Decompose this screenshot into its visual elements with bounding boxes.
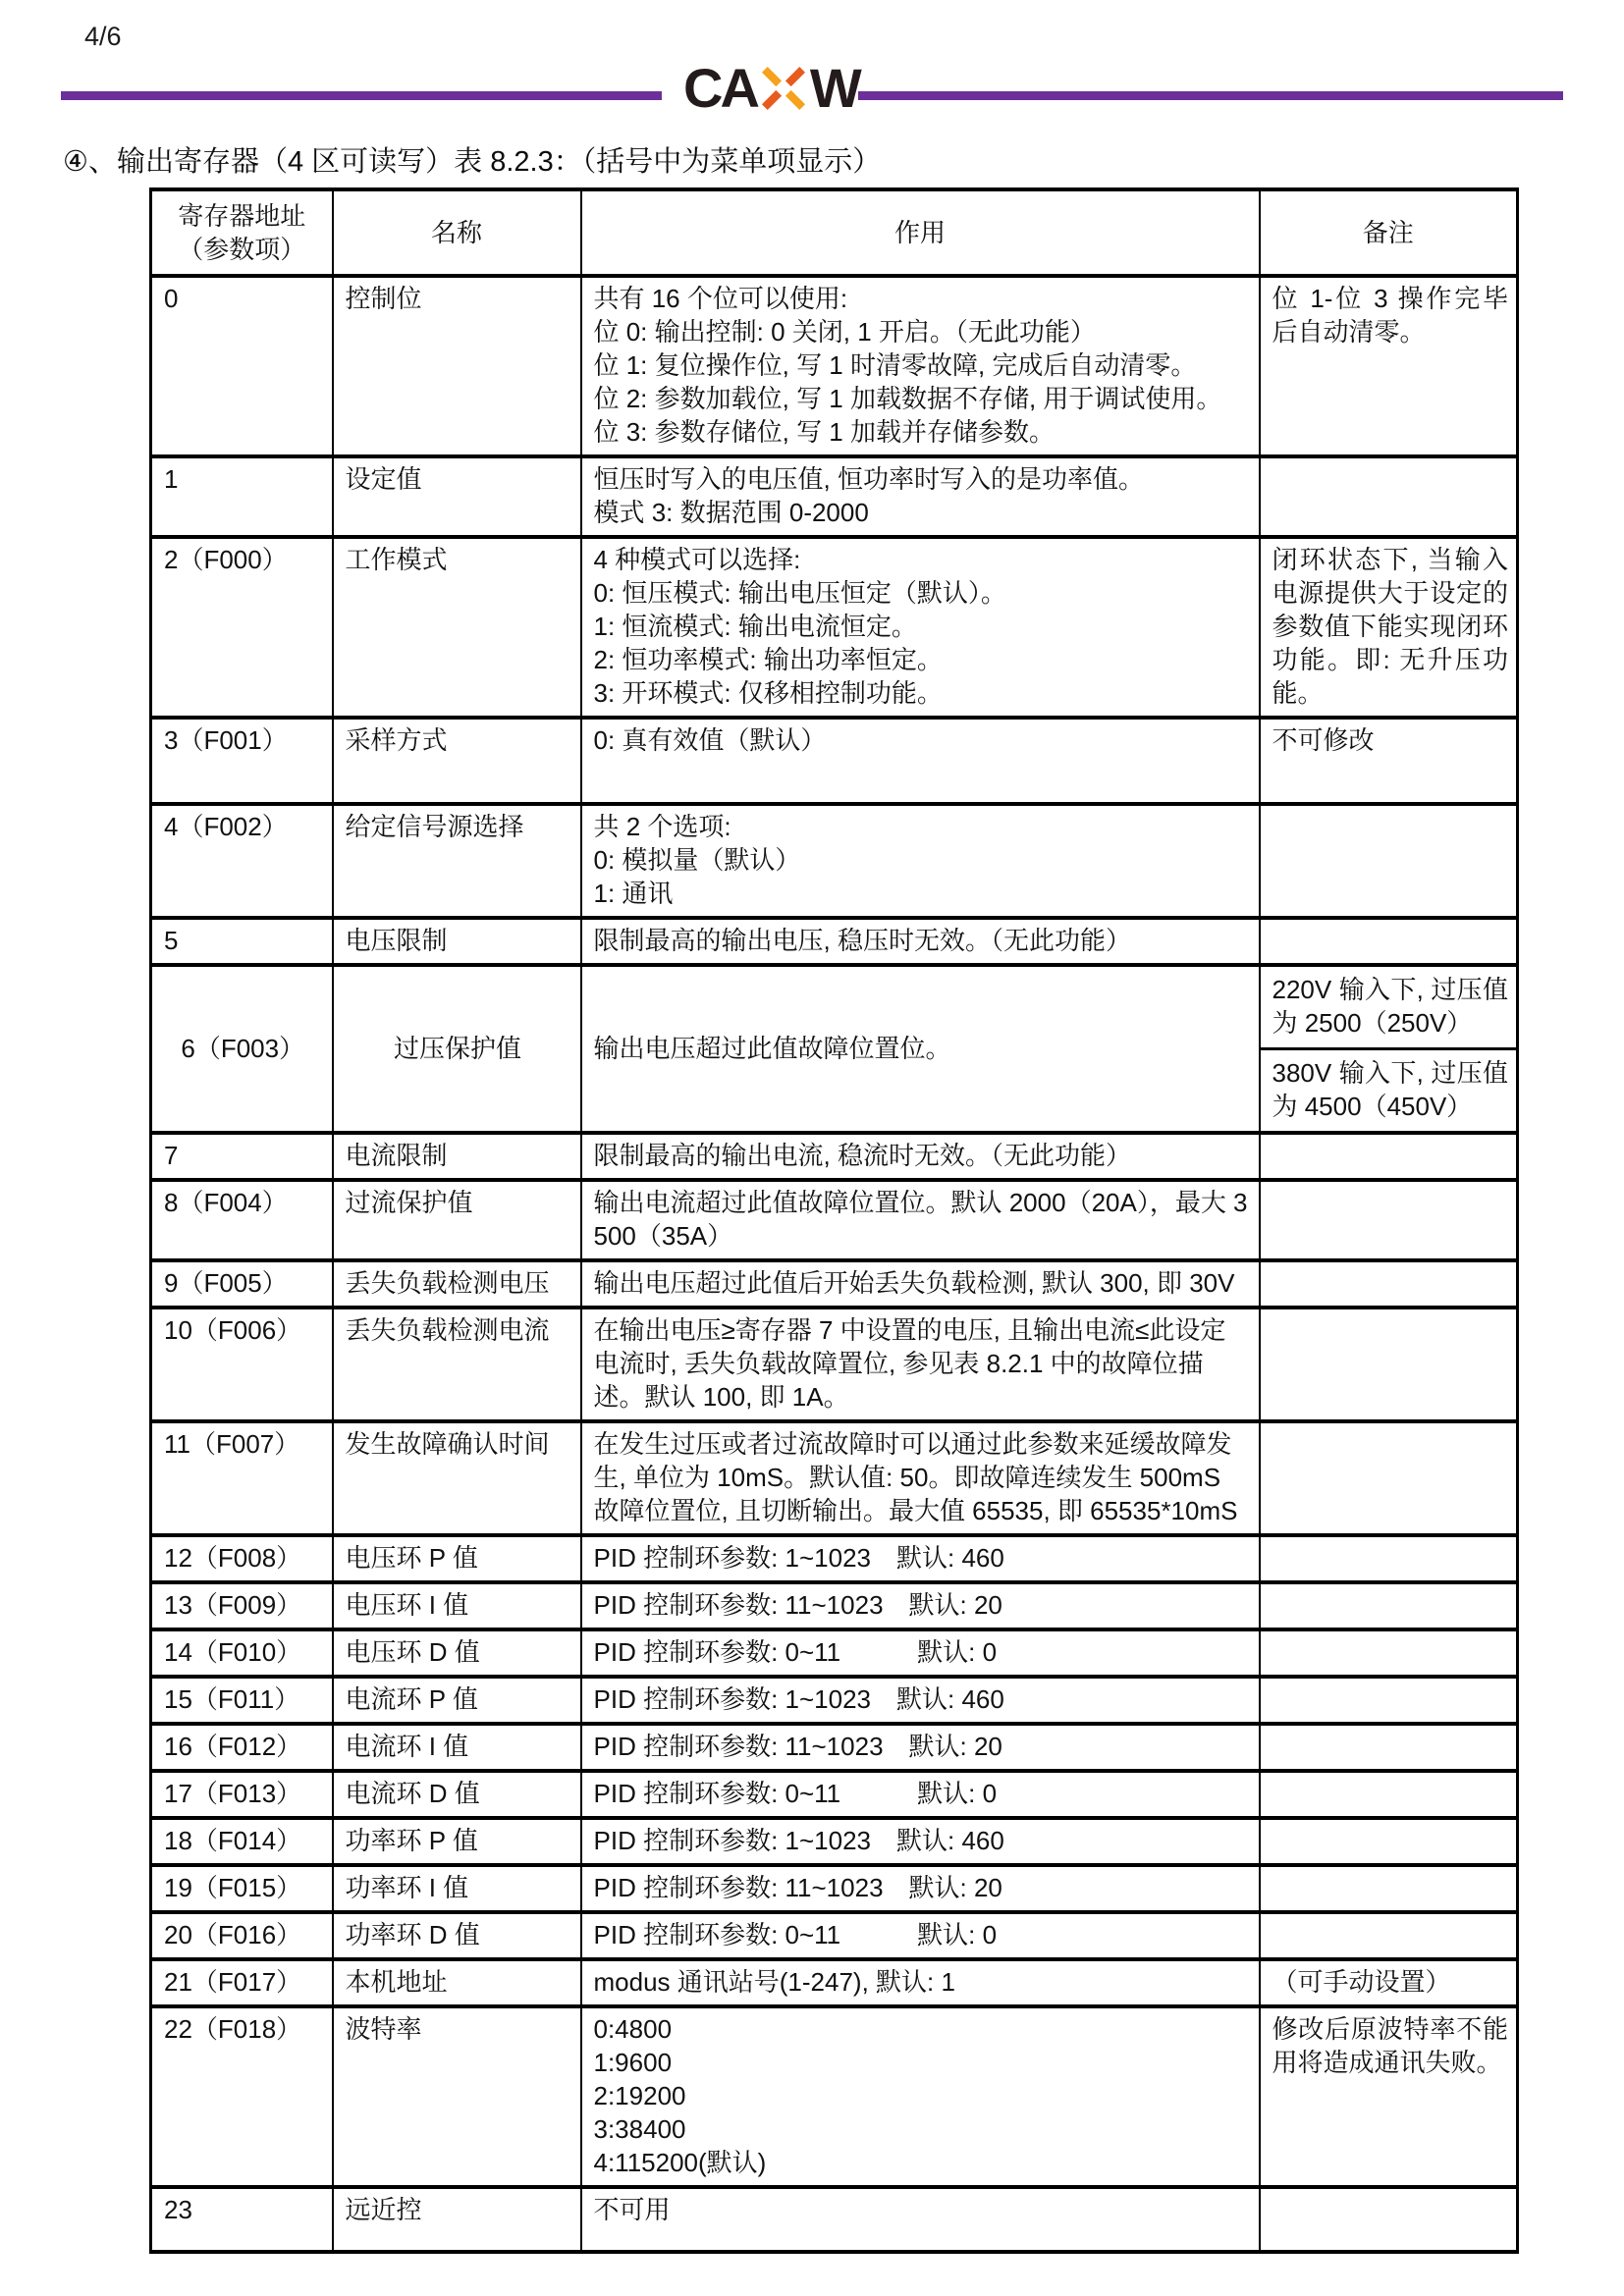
cell-address: 10（F006） (151, 1308, 333, 1421)
cell-action (581, 1260, 1260, 1308)
cell-action (581, 1771, 1260, 1818)
cell-address: 9（F005） (151, 1260, 333, 1308)
cell-remark (1260, 965, 1518, 1133)
table-row (151, 804, 1518, 918)
cell-address: 22（F018） (151, 2006, 333, 2187)
action-line: 位 1: 复位操作位, 写 1 时清零故障, 完成后自动清零。 (593, 350, 1197, 380)
cell-name: 电流环 D 值 (333, 1771, 581, 1818)
cell-address: 21（F017） (151, 1959, 333, 2006)
header-address-line2: （参数项） (178, 235, 306, 264)
cell-remark (1260, 1180, 1518, 1260)
table-row (151, 1260, 1518, 1308)
registers-table-body (151, 276, 1518, 2252)
cell-action (581, 804, 1260, 918)
action-line: 0: 模拟量（默认） (593, 845, 801, 875)
cell-address: 3（F001） (151, 718, 333, 804)
table-row (151, 1912, 1518, 1959)
cell-name: 电压环 P 值 (333, 1535, 581, 1582)
logo-text-ca: CA (683, 57, 757, 119)
action-line: PID 控制环参数: 0~11 默认: 0 (593, 1637, 998, 1667)
cell-remark: 位 1-位 3 操作完毕后自动清零。 (1260, 276, 1518, 456)
cell-name: 设定值 (333, 456, 581, 537)
cell-action (581, 1724, 1260, 1771)
cell-action (581, 276, 1260, 456)
action-line: 共有 16 个位可以使用: (593, 284, 848, 313)
action-line: 限制最高的输出电压, 稳压时无效。（无此功能） (593, 926, 1131, 955)
table-row (151, 1818, 1518, 1865)
header-address-line1: 寄存器地址 (178, 201, 306, 231)
cell-name: 波特率 (333, 2006, 581, 2187)
action-line: 位 3: 参数存储位, 写 1 加载并存储参数。 (593, 417, 1055, 447)
cell-name: 电流环 I 值 (333, 1724, 581, 1771)
action-line: PID 控制环参数: 11~1023 默认: 20 (593, 1590, 1002, 1620)
action-line: 1:9600 (593, 2048, 673, 2077)
header-rule-left (61, 91, 662, 100)
action-line: 0: 真有效值（默认） (593, 725, 827, 755)
action-line: 恒压时写入的电压值, 恒功率时写入的是功率值。 (593, 464, 1144, 494)
cell-address: 20（F016） (151, 1912, 333, 1959)
cell-name: 控制位 (333, 276, 581, 456)
cell-remark (1260, 1260, 1518, 1308)
table-row (151, 276, 1518, 456)
cell-remark: 不可修改 (1260, 718, 1518, 804)
cell-name: 电流限制 (333, 1133, 581, 1180)
cell-address: 16（F012） (151, 1724, 333, 1771)
page-header (0, 0, 1624, 124)
registers-table (149, 187, 1519, 2254)
action-line: 输出电压超过此值故障位置位。 (593, 1033, 951, 1063)
doc-title: ④、输出寄存器（4 区可读写）表 8.2.3：（括号中为菜单项显示） (63, 146, 882, 178)
cell-action (581, 456, 1260, 537)
header-name: 名称 (333, 189, 581, 276)
cell-action (581, 1308, 1260, 1421)
table-row (151, 718, 1518, 804)
cell-name: 丢失负载检测电压 (333, 1260, 581, 1308)
action-line: 限制最高的输出电流, 稳流时无效。（无此功能） (593, 1141, 1131, 1170)
cell-remark (1260, 1818, 1518, 1865)
cell-address: 11（F007） (151, 1421, 333, 1535)
table-row (151, 1677, 1518, 1724)
cell-remark (1260, 1677, 1518, 1724)
cell-address: 4（F002） (151, 804, 333, 918)
action-line: 2: 恒功率模式: 输出功率恒定。 (593, 645, 943, 674)
cell-action (581, 1865, 1260, 1912)
cell-action (581, 1180, 1260, 1260)
action-line: 4:115200(默认) (593, 2148, 767, 2177)
action-line: 共 2 个选项: (593, 812, 731, 841)
table-row (151, 1180, 1518, 1260)
cell-address: 0 (151, 276, 333, 456)
cell-remark: （可手动设置） (1260, 1959, 1518, 2006)
cell-address: 14（F010） (151, 1629, 333, 1677)
remark-subcell: 220V 输入下, 过压值为 2500（250V） (1272, 975, 1508, 1038)
action-line: 2:19200 (593, 2081, 686, 2110)
cell-remark (1260, 1535, 1518, 1582)
cell-name: 给定信号源选择 (333, 804, 581, 918)
cell-name: 功率环 P 值 (333, 1818, 581, 1865)
table-row (151, 965, 1518, 1133)
cell-name: 电压环 I 值 (333, 1582, 581, 1629)
cell-name: 工作模式 (333, 537, 581, 718)
cell-name: 过流保护值 (333, 1180, 581, 1260)
table-row (151, 456, 1518, 537)
action-line: 模式 3: 数据范围 0-2000 (593, 498, 869, 527)
page-number: 4/6 (84, 22, 122, 51)
cell-action (581, 718, 1260, 804)
cell-action (581, 1582, 1260, 1629)
action-line: 在发生过压或者过流故障时可以通过此参数来延缓故障发生, 单位为 10mS。默认值: 50。即故障连续发生 500mS 故障位置位, 且切断输出。最大值 65535, 即 65535*10mS (593, 1429, 1238, 1525)
header-address (151, 189, 333, 276)
action-line: PID 控制环参数: 0~11 默认: 0 (593, 1920, 998, 1949)
table-row (151, 1308, 1518, 1421)
table-row (151, 2187, 1518, 2252)
cell-remark (1260, 918, 1518, 965)
cell-address: 7 (151, 1133, 333, 1180)
cell-name: 发生故障确认时间 (333, 1421, 581, 1535)
brand-logo (683, 57, 859, 119)
action-line: 不可用 (593, 2195, 671, 2224)
header-remark: 备注 (1260, 189, 1518, 276)
table-header-row (151, 189, 1518, 276)
cell-action (581, 1629, 1260, 1677)
action-line: PID 控制环参数: 11~1023 默认: 20 (593, 1873, 1002, 1902)
table-row (151, 1582, 1518, 1629)
cell-action (581, 537, 1260, 718)
table-row (151, 1629, 1518, 1677)
cell-remark (1260, 1421, 1518, 1535)
table-row (151, 1959, 1518, 2006)
action-line: 0:4800 (593, 2014, 673, 2044)
header-rule-right (858, 91, 1563, 100)
cell-action (581, 1421, 1260, 1535)
cell-name: 电压环 D 值 (333, 1629, 581, 1677)
action-line: modus 通讯站号(1-247), 默认: 1 (593, 1967, 955, 1997)
cell-address: 15（F011） (151, 1677, 333, 1724)
action-line: 1: 通讯 (593, 879, 674, 908)
cell-remark (1260, 456, 1518, 537)
action-line: 0: 恒压模式: 输出电压恒定（默认）。 (593, 578, 1006, 608)
logo-text-w: W (809, 57, 859, 119)
cell-action (581, 2187, 1260, 2252)
cell-name: 采样方式 (333, 718, 581, 804)
cell-remark (1260, 1308, 1518, 1421)
cell-address: 2（F000） (151, 537, 333, 718)
action-line: PID 控制环参数: 1~1023 默认: 460 (593, 1543, 1004, 1573)
cell-address: 13（F009） (151, 1582, 333, 1629)
cell-name: 丢失负载检测电流 (333, 1308, 581, 1421)
table-row (151, 918, 1518, 965)
table-row (151, 1865, 1518, 1912)
cell-action (581, 1535, 1260, 1582)
action-line: 位 2: 参数加载位, 写 1 加载数据不存储, 用于调试使用。 (593, 384, 1222, 413)
cell-address: 6（F003） (151, 965, 333, 1133)
action-line: 输出电流超过此值故障位置位。默认 2000（20A），最大 3500（35A） (593, 1188, 1248, 1251)
table-row (151, 2006, 1518, 2187)
action-line: 3: 开环模式: 仅移相控制功能。 (593, 678, 943, 708)
cell-remark (1260, 2187, 1518, 2252)
header-action: 作用 (581, 189, 1260, 276)
cell-remark (1260, 1629, 1518, 1677)
action-line: PID 控制环参数: 11~1023 默认: 20 (593, 1732, 1002, 1761)
cell-address: 17（F013） (151, 1771, 333, 1818)
cell-action (581, 918, 1260, 965)
action-line: PID 控制环参数: 1~1023 默认: 460 (593, 1826, 1004, 1855)
cell-address: 18（F014） (151, 1818, 333, 1865)
cell-action (581, 1959, 1260, 2006)
cell-remark (1260, 1912, 1518, 1959)
table-row (151, 1724, 1518, 1771)
cell-name: 电流环 P 值 (333, 1677, 581, 1724)
table-row (151, 537, 1518, 718)
cell-remark: 修改后原波特率不能用将造成通讯失败。 (1260, 2006, 1518, 2187)
action-line: 4 种模式可以选择: (593, 545, 801, 574)
action-line: 输出电压超过此值后开始丢失负载检测, 默认 300, 即 30V (593, 1268, 1235, 1298)
action-line: 在输出电压≥寄存器 7 中设置的电压, 且输出电流≤此设定电流时, 丢失负载故障置位, 参见表 8.2.1 中的故障位描述。默认 100, 即 1A。 (593, 1315, 1226, 1412)
cell-name: 本机地址 (333, 1959, 581, 2006)
cell-action (581, 965, 1260, 1133)
table-row (151, 1133, 1518, 1180)
cell-name: 过压保护值 (333, 965, 581, 1133)
cell-address: 19（F015） (151, 1865, 333, 1912)
table-row (151, 1421, 1518, 1535)
cell-remark (1260, 1865, 1518, 1912)
action-line: 1: 恒流模式: 输出电流恒定。 (593, 612, 917, 641)
cell-name: 远近控 (333, 2187, 581, 2252)
cell-remark (1260, 1724, 1518, 1771)
cell-name: 功率环 I 值 (333, 1865, 581, 1912)
cell-remark (1260, 1582, 1518, 1629)
cell-address: 8（F004） (151, 1180, 333, 1260)
table-row (151, 1535, 1518, 1582)
action-line: 3:38400 (593, 2114, 686, 2144)
cell-action (581, 1677, 1260, 1724)
cell-address: 5 (151, 918, 333, 965)
cell-action (581, 1818, 1260, 1865)
action-line: PID 控制环参数: 1~1023 默认: 460 (593, 1684, 1004, 1714)
cell-action (581, 2006, 1260, 2187)
cell-name: 功率环 D 值 (333, 1912, 581, 1959)
cell-address: 23 (151, 2187, 333, 2252)
cell-address: 12（F008） (151, 1535, 333, 1582)
table-row (151, 1771, 1518, 1818)
cell-remark (1260, 1133, 1518, 1180)
cell-address: 1 (151, 456, 333, 537)
action-line: 位 0: 输出控制: 0 关闭, 1 开启。（无此功能） (593, 317, 1096, 347)
cell-remark (1260, 804, 1518, 918)
cell-name: 电压限制 (333, 918, 581, 965)
cell-action (581, 1133, 1260, 1180)
remark-subcell: 380V 输入下, 过压值为 4500（450V） (1261, 1047, 1517, 1131)
cell-remark: 闭环状态下, 当输入电源提供大于设定的参数值下能实现闭环功能。即: 无升压功能。 (1260, 537, 1518, 718)
action-line: PID 控制环参数: 0~11 默认: 0 (593, 1779, 998, 1808)
cell-remark (1260, 1771, 1518, 1818)
logo-x-icon (761, 66, 806, 111)
cell-action (581, 1912, 1260, 1959)
